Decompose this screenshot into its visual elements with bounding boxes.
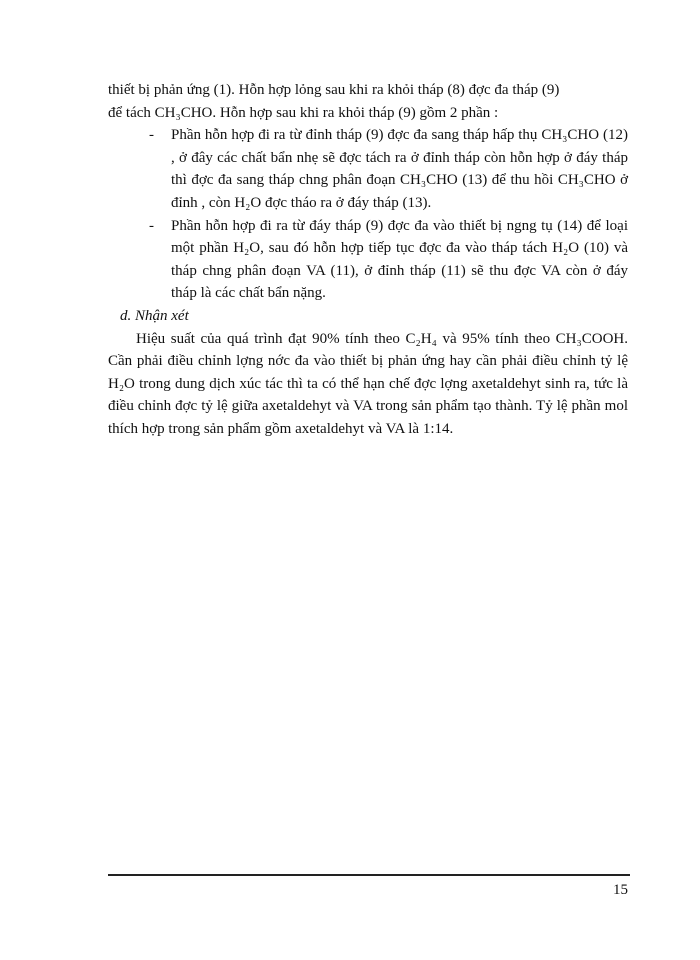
bullet-item-top-output — [108, 124, 628, 214]
bullet-text: Phần hỗn hợp đi ra từ đáy tháp (9) đợc đa vào thiết bị ngng tụ (14) để loại một phần H₂O, sau đó hỗn hợp tiếp tục đợc đa vào tháp tách H₂O (10) và tháp chng phân đoạn VA (11), ở đỉnh tháp (11) sẽ thu đợc VA còn ở đáy tháp là các chất bẩn nặng. — [171, 217, 628, 302]
bullet-text: Phần hỗn hợp đi ra từ đỉnh tháp (9) đợc đa sang tháp hấp thụ CH₃CHO (12) , ở đây các chất bẩn nhẹ sẽ đợc tách ra ở đỉnh tháp còn hỗn hợp ở đáy tháp thì đợc đa sang tháp chng phân đoạn CH₃CHO (13) để thu hồi CH₃CHO ở đỉnh , còn H₂O đợc tháo ra ở đáy tháp (13). — [171, 127, 628, 211]
bullet-dash: - — [149, 217, 154, 234]
section-heading: d. Nhận xét — [120, 307, 189, 324]
conclusion-paragraph: Hiệu suất của quá trình đạt 90% tính theo C₂H₄ và 95% tính theo CH₃COOH. Cần phải điều chỉnh lợng nớc đa vào thiết bị phản ứng hay cần phải điều chỉnh tỷ lệ H₂O trong dung dịch xúc tác thì ta có thể hạn chế đợc lợng axetaldehyt sinh ra, tức là điều chỉnh đợc tỷ lệ giữa axetaldehyt và VA trong sản phẩm tạo thành. Tỷ lệ phần mol thích hợp trong sản phẩm gồm axetaldehyt và VA là 1:14. — [108, 330, 628, 437]
intro-line-1: thiết bị phản ứng (1). Hỗn hợp lỏng sau khi ra khỏi tháp (8) đợc đa tháp (9) — [108, 82, 560, 98]
bullet-dash: - — [149, 127, 154, 144]
bullet-item-bottom-output — [108, 215, 628, 305]
footer-divider — [108, 874, 630, 876]
bullet-list — [108, 124, 628, 305]
intro-line-2: để tách CH₃CHO. Hỗn hợp sau khi ra khỏi tháp (9) gồm 2 phần : — [108, 104, 499, 121]
page-content — [108, 79, 628, 441]
page-number: 15 — [613, 882, 628, 898]
